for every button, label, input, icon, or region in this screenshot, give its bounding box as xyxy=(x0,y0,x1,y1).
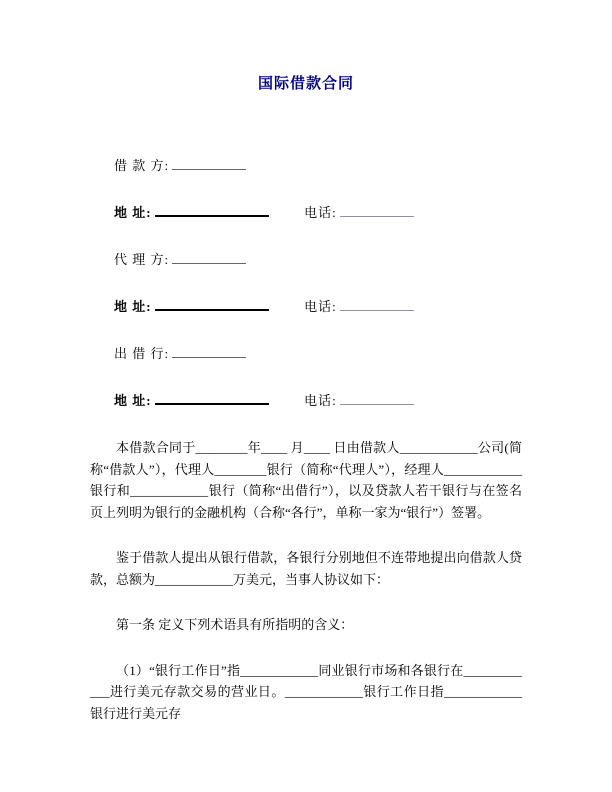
form-row-borrower-address xyxy=(114,202,522,218)
form-row-lender-bank xyxy=(114,343,522,359)
paragraph-article-1-heading: 第一条 定义下列术语具有所指明的含义： xyxy=(116,617,354,632)
phone-blank-field[interactable] xyxy=(340,298,414,311)
phone-blank-field[interactable] xyxy=(340,204,414,217)
address-blank-field[interactable] xyxy=(155,392,269,405)
borrower-label: 借 款 方: xyxy=(114,158,170,173)
address-label: 地 址: xyxy=(114,393,152,408)
form-row-agent-address xyxy=(114,296,522,312)
phone-label: 电话: xyxy=(304,299,337,314)
address-label: 地 址: xyxy=(114,299,152,314)
paragraph-contract-parties: 本借款合同于________年____ 月____ 日由借款人____________公司(简称“借款人”），代理人________银行（简称“代理人”），经理人____________银行和____________银行（简称“出借行”），以及贷款人若干银行与在签名页上列明为银行的金融机构（合称“各行”，单称一家为“银行”）签署。 xyxy=(90,440,522,520)
agent-blank-field[interactable] xyxy=(172,251,246,264)
phone-label: 电话: xyxy=(304,205,337,220)
address-label: 地 址: xyxy=(114,205,152,220)
paragraph-definition-bank-business-day: （1）“银行工作日”指____________同业银行市场和各银行在____________进行美元存款交易的营业日。____________银行工作日指____________银行进行美元存 xyxy=(90,662,522,721)
phone-label: 电话: xyxy=(304,393,337,408)
address-blank-field[interactable] xyxy=(155,298,269,311)
contract-header-form xyxy=(90,155,522,406)
agent-label: 代 理 方: xyxy=(114,252,170,267)
lender-bank-blank-field[interactable] xyxy=(172,345,246,358)
form-row-agent xyxy=(114,249,522,265)
phone-blank-field[interactable] xyxy=(340,392,414,405)
paragraph-whereas-clause: 鉴于借款人提出从银行借款，各银行分别地但不连带地提出向借款人贷款，总额为____________万美元，当事人协议如下： xyxy=(90,550,522,587)
page-title: 国际借款合同 xyxy=(257,76,354,92)
form-row-lender-address xyxy=(114,390,522,406)
address-blank-field[interactable] xyxy=(155,204,269,217)
form-row-borrower xyxy=(114,155,522,171)
borrower-blank-field[interactable] xyxy=(172,157,246,170)
lender-bank-label: 出 借 行: xyxy=(114,346,170,361)
